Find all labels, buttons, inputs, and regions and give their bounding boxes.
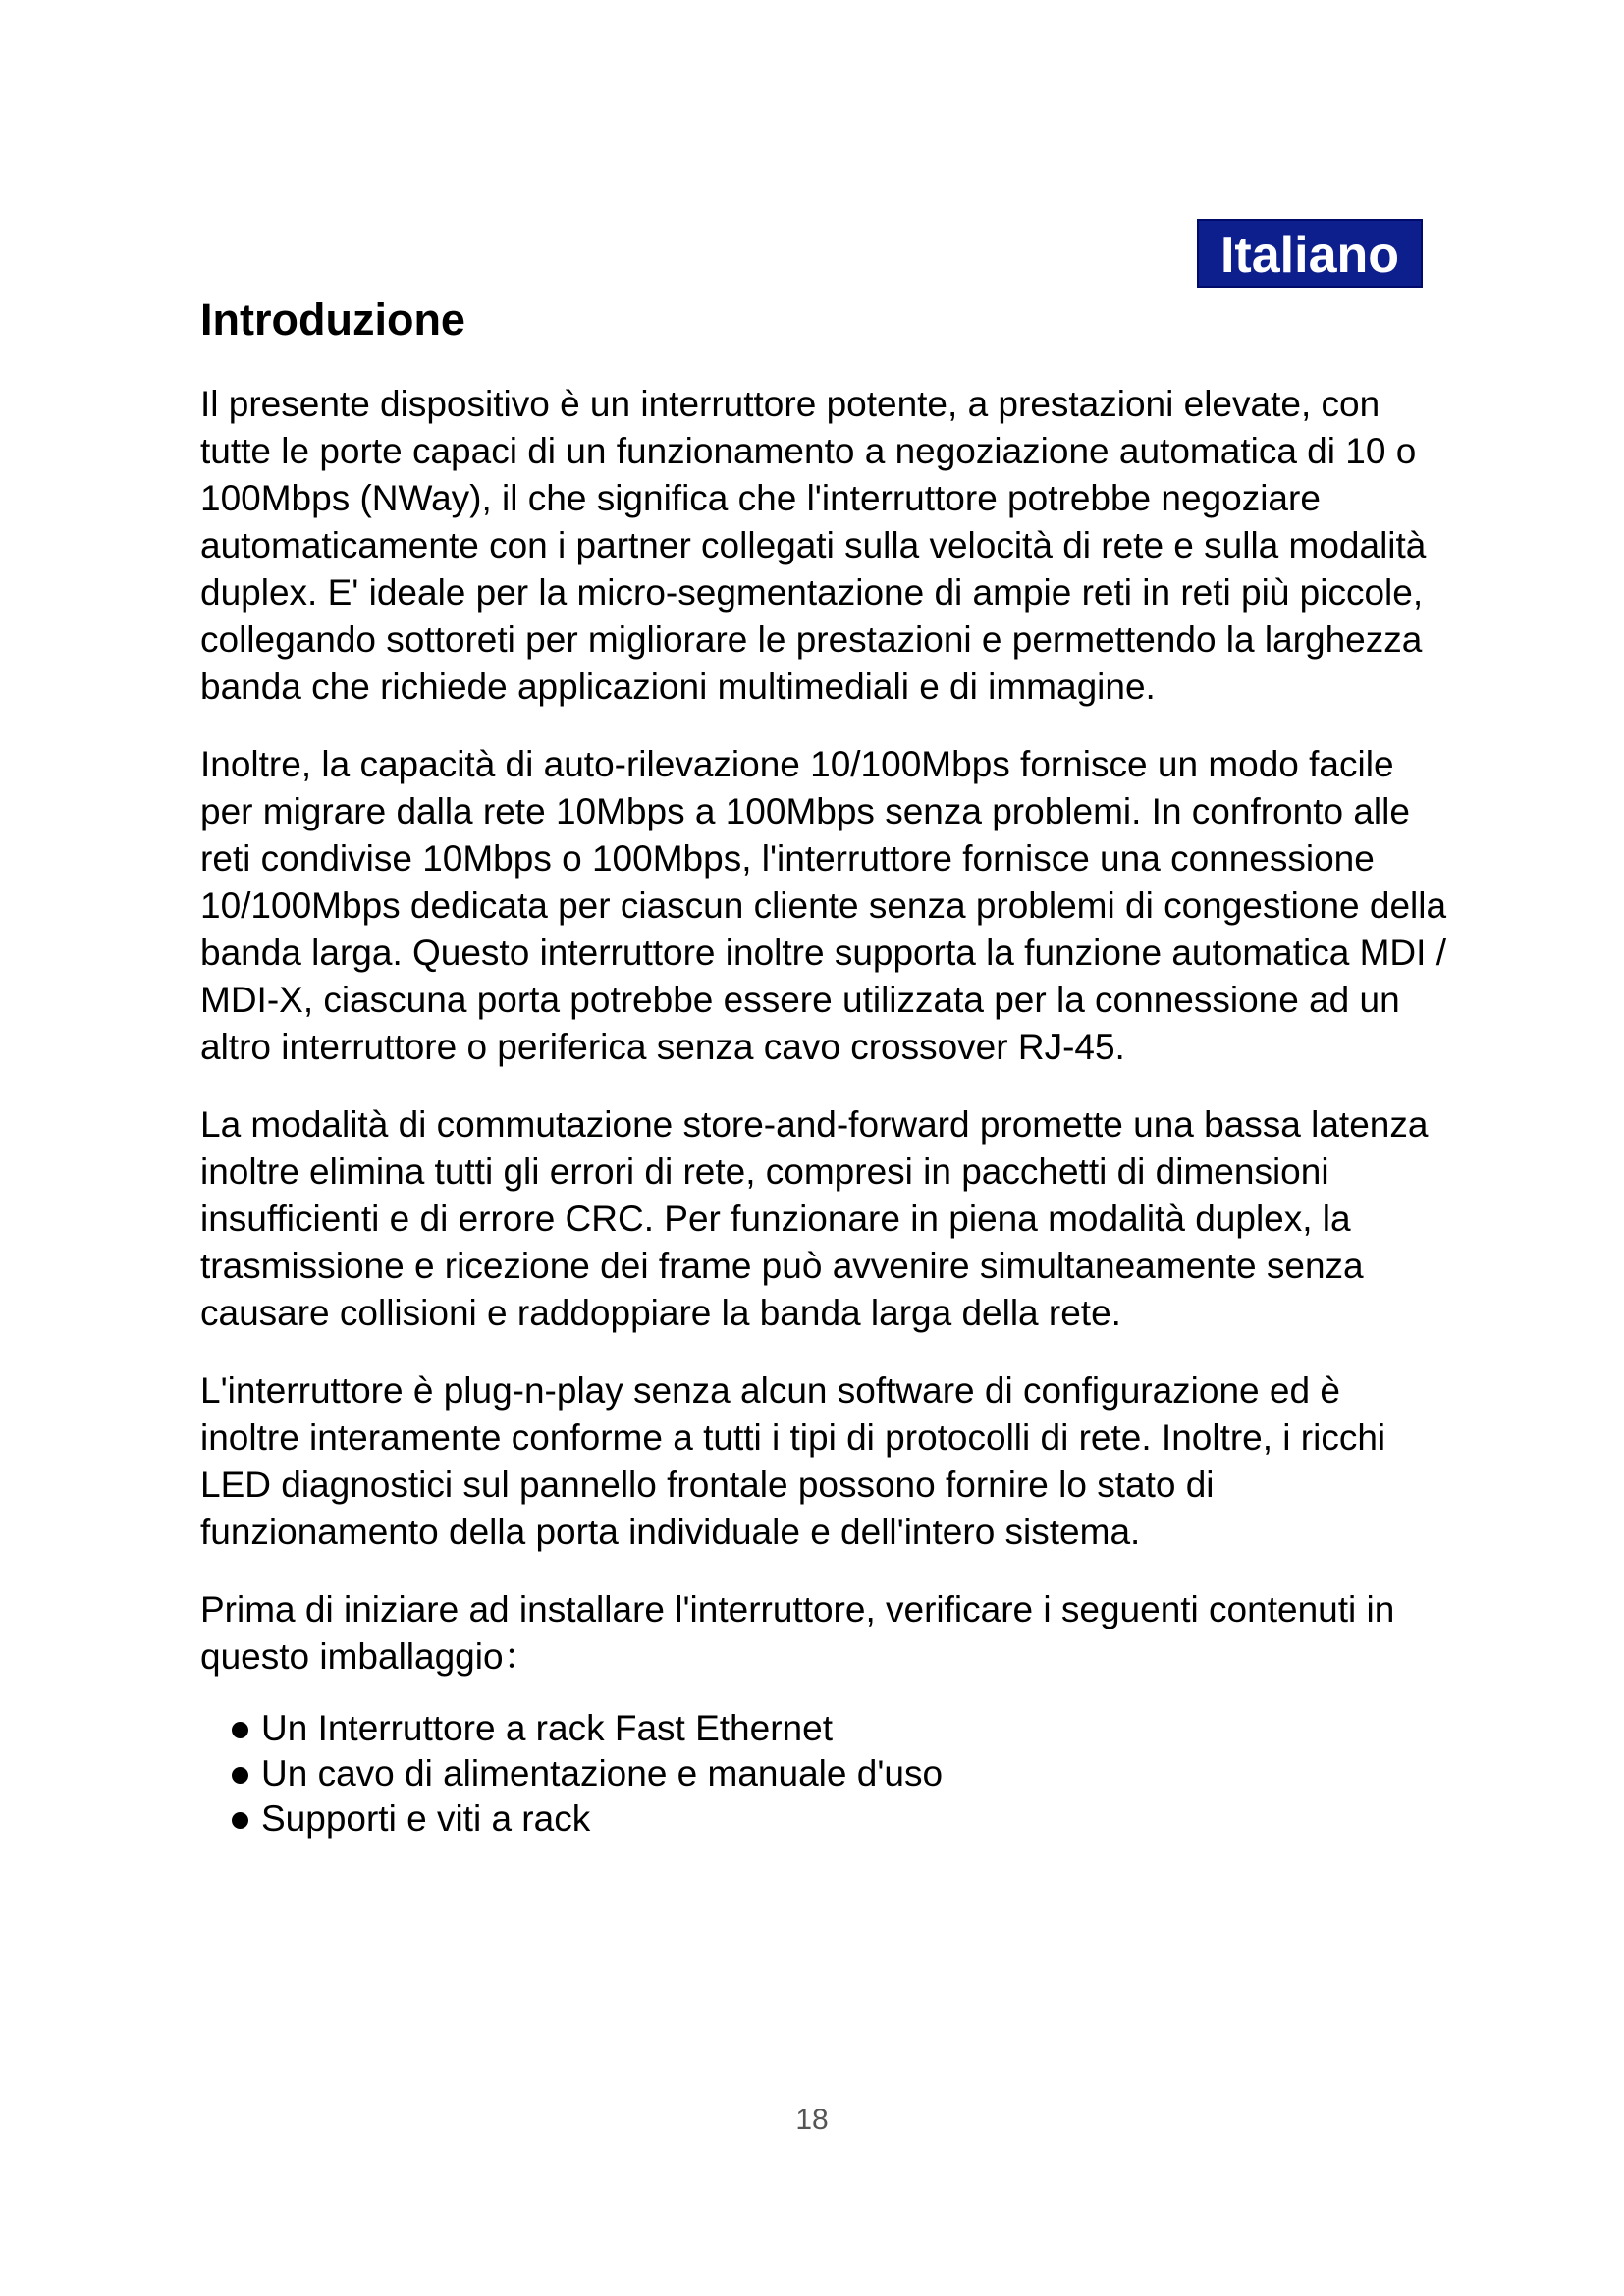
section-title: Introduzione xyxy=(200,294,465,345)
list-item-label: Supporti e viti a rack xyxy=(261,1798,591,1839)
paragraph-package-check: Prima di iniziare ad installare l'interruttore, verificare i seguenti contenuti in questo imballaggio： xyxy=(200,1589,1395,1677)
package-contents-list xyxy=(200,1706,1447,1842)
bullet-icon xyxy=(232,1767,248,1784)
paragraph-auto-sensing: Inoltre, la capacità di auto-rilevazione 10/100Mbps fornisce un modo facile per migrare dalla rete 10Mbps a 100Mbps senza problemi. In confronto alle reti condivise 10Mbps o 100Mbps, l'interruttore fornisce una connessione 10/100Mbps dedicata per ciascun cliente senza problemi di congestione della banda larga. Questo interruttore inoltre supporta la funzione automatica MDI / MDI-X, ciascuna porta potrebbe essere utilizzata per la connessione ad un altro interruttore o periferica senza cavo crossover RJ-45. xyxy=(200,744,1447,1067)
paragraph-store-and-forward: La modalità di commutazione store-and-forward promette una bassa latenza inoltre elimina tutti gli errori di rete, compresi in pacchetti di dimensioni insufficienti e di errore CRC. Per funzionare in piena modalità duplex, la trasmissione e ricezione dei frame può avvenire simultaneamente senza causare collisioni e raddoppiare la banda larga della rete. xyxy=(200,1104,1429,1333)
paragraph-plug-n-play: L'interruttore è plug-n-play senza alcun software di configurazione ed è inoltre interamente conforme a tutti i tipi di protocolli di rete. Inoltre, i ricchi LED diagnostici sul pannello frontale possono fornire lo stato di funzionamento della porta individuale e dell'intero sistema. xyxy=(200,1370,1386,1552)
document-body xyxy=(200,381,1447,1842)
language-badge: Italiano xyxy=(1197,219,1423,288)
list-item xyxy=(232,1706,1447,1751)
paragraph-intro: Il presente dispositivo è un interruttore potente, a prestazioni elevate, con tutte le porte capaci di un funzionamento a negoziazione automatica di 10 o 100Mbps (NWay), il che significa che l'interruttore potrebbe negoziare automaticamente con i partner collegati sulla velocità di rete e sulla modalità duplex. E' ideale per la micro-segmentazione di ampie reti in reti più piccole, collegando sottoreti per migliorare le prestazioni e permettendo la larghezza banda che richiede applicazioni multimediali e di immagine. xyxy=(200,384,1427,707)
page-number: 18 xyxy=(795,2104,829,2136)
list-item xyxy=(232,1751,1447,1796)
list-item-label: Un Interruttore a rack Fast Ethernet xyxy=(261,1708,833,1748)
bullet-icon xyxy=(232,1812,248,1829)
list-item-label: Un cavo di alimentazione e manuale d'uso xyxy=(261,1753,944,1793)
bullet-icon xyxy=(232,1722,248,1738)
list-item xyxy=(232,1796,1447,1842)
